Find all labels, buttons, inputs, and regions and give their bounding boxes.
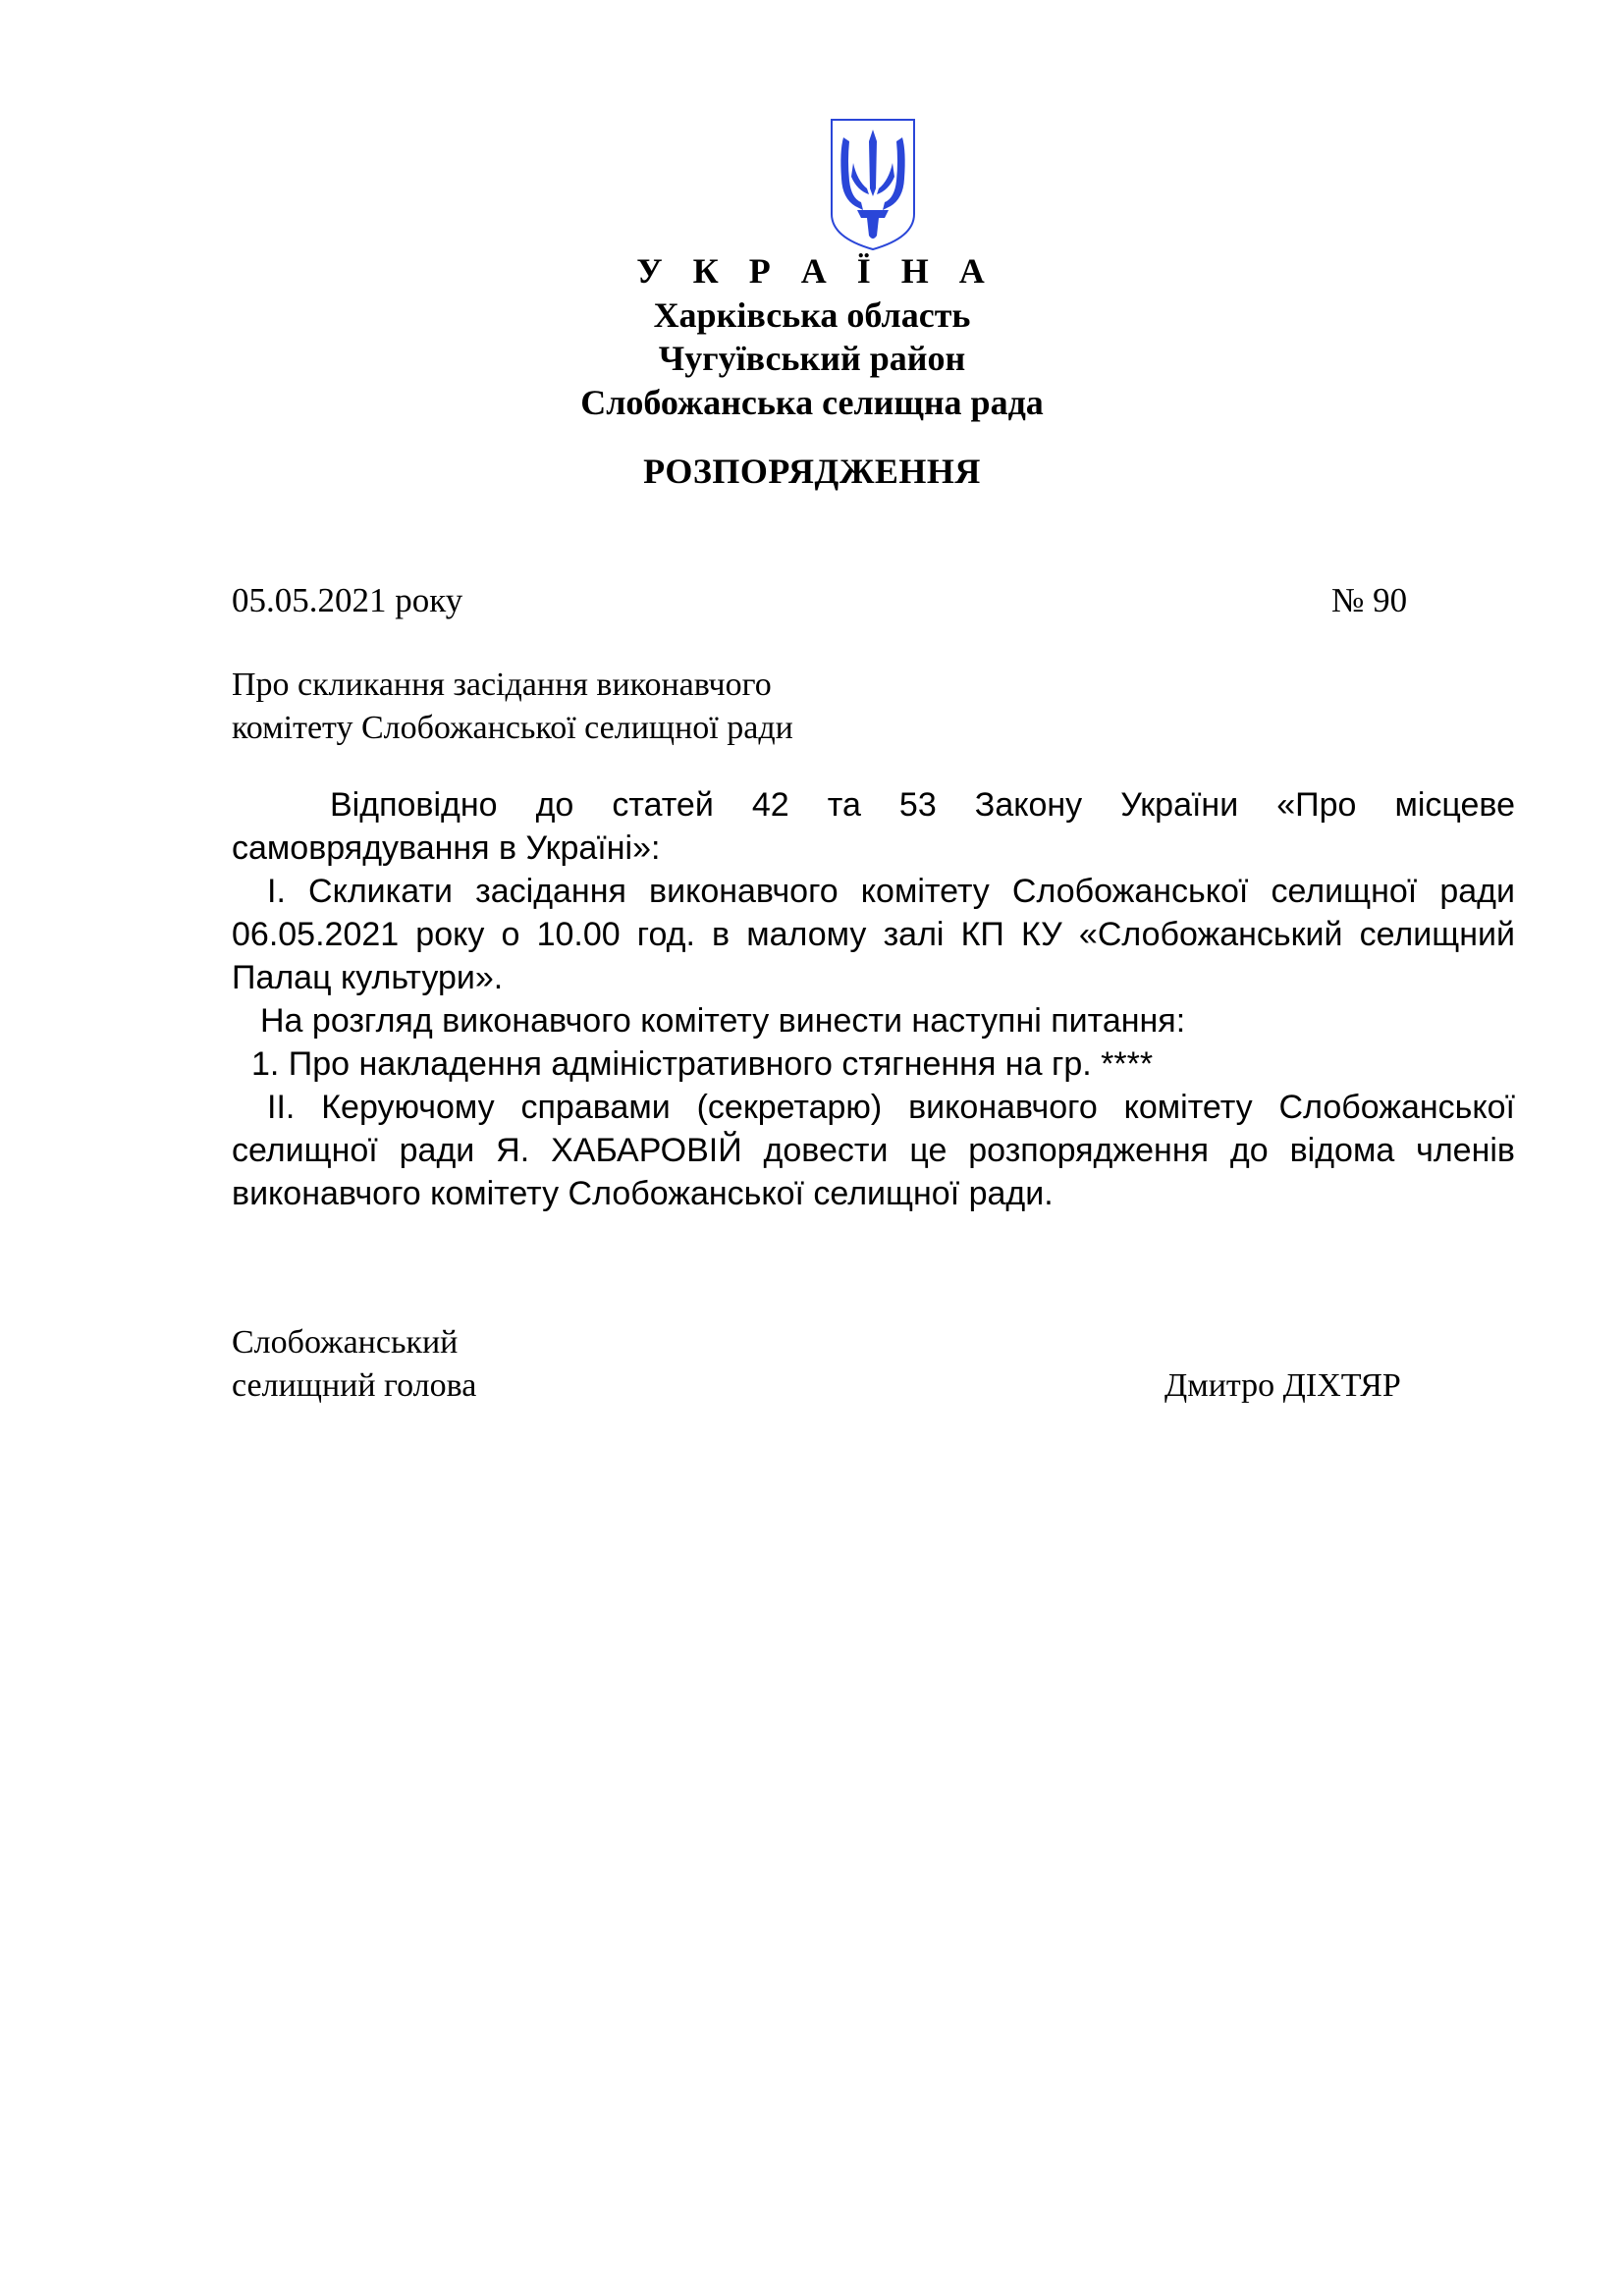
- document-subject: [232, 664, 919, 750]
- agenda-item: 1. Про накладення адміністративного стягнення на гр. ****: [251, 1045, 1154, 1083]
- document-type-title: РОЗПОРЯДЖЕННЯ: [643, 452, 981, 491]
- subject-line-1: Про скликання засідання виконавчого: [232, 667, 772, 703]
- signatory-title-line-1: Слобожанський: [232, 1324, 459, 1361]
- country-heading: У К Р А Ї Н А: [636, 251, 996, 291]
- council-heading: Слобожанська селищна рада: [580, 383, 1044, 422]
- signatory-title: [232, 1321, 476, 1408]
- subject-line-2: комітету Слобожанської селищної ради: [232, 710, 793, 746]
- signatory-name: Дмитро ДІХТЯР: [1164, 1367, 1401, 1404]
- document-number: № 90: [1331, 581, 1408, 619]
- document-body: [232, 783, 1515, 1215]
- agenda-intro-paragraph: На розгляд виконавчого комітету винести наступні питання:: [260, 1002, 1186, 1040]
- signatory-title-line-2: селищний голова: [232, 1367, 477, 1404]
- oblast-heading: Харківська область: [653, 295, 971, 335]
- document-date: 05.05.2021 року: [232, 581, 463, 619]
- item-two-paragraph: ІІ. Керуючому справами (секретарю) виконавчого комітету Слобожанської селищної ради Я. ХАБАРОВІЙ довести це розпорядження до відома членів виконавчого комітету Слобожанської селищної ради.: [232, 1089, 1515, 1212]
- item-one-paragraph: І. Скликати засідання виконавчого комітету Слобожанської селищної ради 06.05.2021 року о 10.00 год. в малому залі КП КУ «Слобожанський селищний Палац культури».: [232, 873, 1515, 996]
- ukraine-coat-of-arms-icon: [828, 116, 918, 253]
- intro-paragraph: Відповідно до статей 42 та 53 Закону України «Про місцеве самоврядування в Україні»:: [232, 786, 1515, 867]
- rayon-heading: Чугуївський район: [658, 339, 966, 378]
